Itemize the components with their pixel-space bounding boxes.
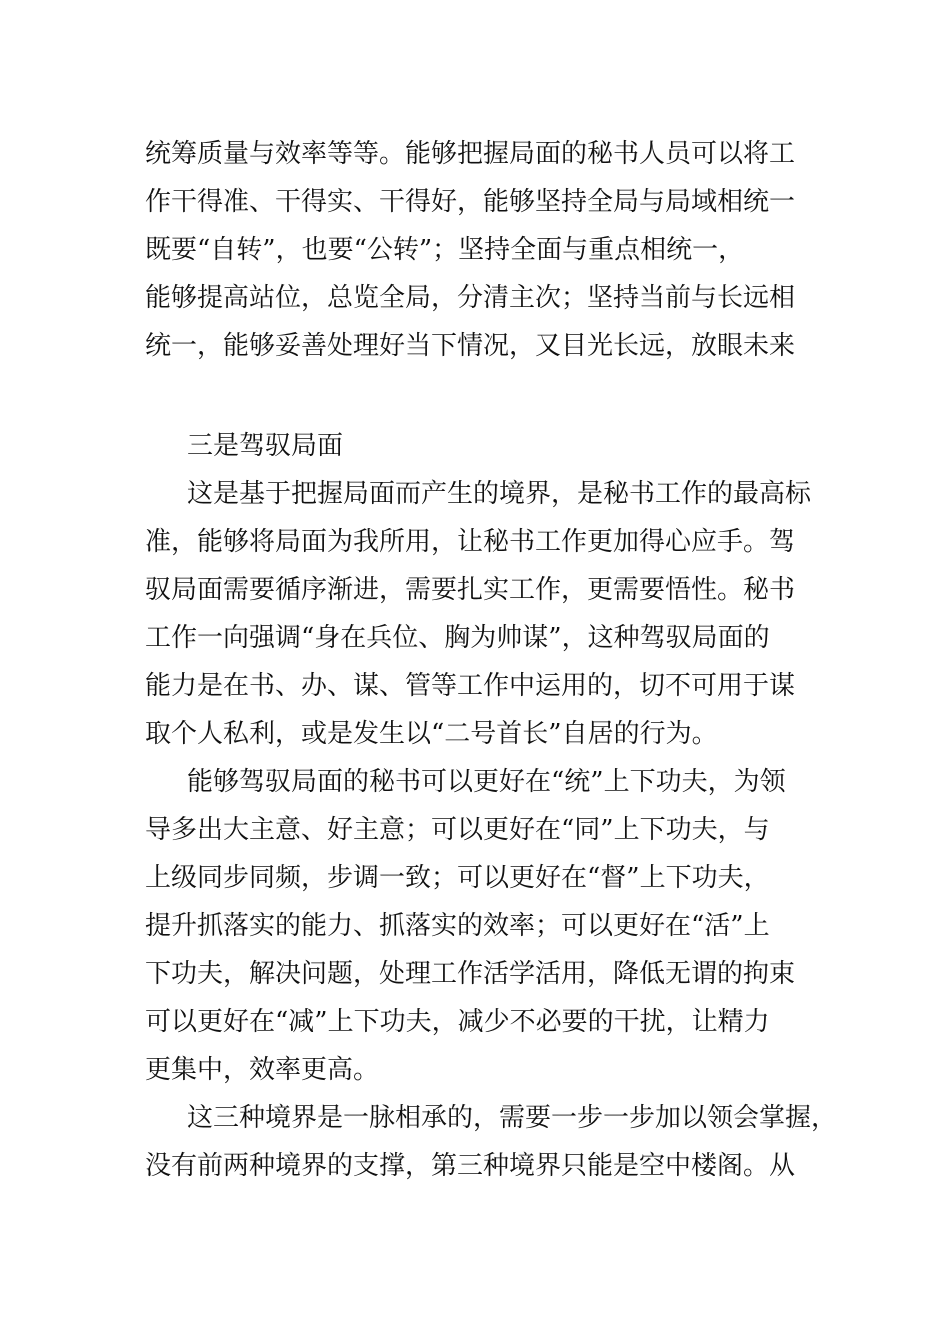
- text-line: 驭局面需要循序渐进，需要扎实工作，更需要悟性。秘书: [145, 575, 796, 605]
- text-line: 下功夫，解决问题，处理工作活学活用，降低无谓的拘束: [145, 959, 796, 989]
- section-heading: 三是驾驭局面: [187, 431, 344, 461]
- continued-paragraph: [145, 130, 815, 370]
- text-line: 更集中，效率更高。: [145, 1055, 380, 1085]
- text-line: 取个人私利，或是发生以“二号首长”自居的行为。: [145, 719, 718, 749]
- text-line: 这是基于把握局面而产生的境界，是秘书工作的最高标: [187, 479, 812, 509]
- text-line: 可以更好在“减”上下功夫，减少不必要的干扰，让精力: [145, 1007, 770, 1037]
- text-line: 上级同步同频，步调一致；可以更好在“督”上下功夫，: [145, 863, 770, 893]
- text-line: 没有前两种境界的支撑，第三种境界只能是空中楼阁。从: [145, 1151, 796, 1181]
- text-line: 能够驾驭局面的秘书可以更好在“统”上下功夫，为领: [187, 767, 786, 797]
- text-line: 能够提高站位，总览全局，分清主次；坚持当前与长远相: [145, 283, 796, 313]
- text-line: 提升抓落实的能力、抓落实的效率；可以更好在“活”上: [145, 911, 770, 941]
- text-line: 既要“自转”，也要“公转”；坚持全面与重点相统一，: [145, 235, 745, 265]
- text-line: 能力是在书、办、谋、管等工作中运用的，切不可用于谋: [145, 671, 796, 701]
- text-line: 准，能够将局面为我所用，让秘书工作更加得心应手。驾: [145, 527, 796, 557]
- text-line: 导多出大主意、好主意；可以更好在“同”上下功夫，与: [145, 815, 770, 845]
- text-line: 作干得准、干得实、干得好，能够坚持全局与局域相统一: [145, 187, 796, 217]
- text-line: 工作一向强调“身在兵位、胸为帅谋”，这种驾驭局面的: [145, 623, 770, 653]
- text-line: 统一，能够妥善处理好当下情况，又目光长远，放眼未来: [145, 331, 796, 361]
- text-line: 这三种境界是一脉相承的，需要一步一步加以领会掌握，: [187, 1103, 838, 1133]
- section-three: [145, 422, 838, 1190]
- text-line: 统筹质量与效率等等。能够把握局面的秘书人员可以将工: [145, 139, 796, 169]
